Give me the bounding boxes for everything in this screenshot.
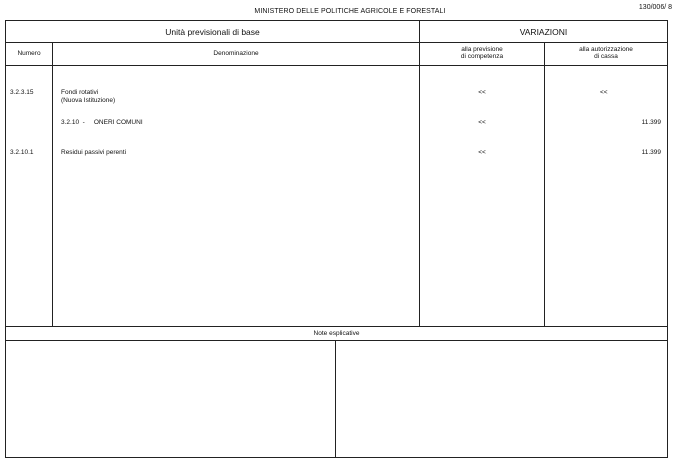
row3-denominazione: Residui passivi perenti [61, 149, 127, 156]
budget-table [5, 20, 668, 458]
row3-numero: 3.2.10.1 [10, 149, 34, 156]
row3-cassa: 11.399 [641, 149, 661, 156]
row2-competenza: << [478, 119, 486, 126]
col-divider-variazioni [419, 21, 420, 326]
col-header-cassa-line1: alla autorizzazione [579, 46, 633, 53]
col-header-competenza [420, 46, 544, 60]
col-divider-cassa [544, 43, 545, 326]
col-header-competenza-line2: di competenza [460, 53, 504, 60]
col-header-denominazione: Denominazione [213, 50, 259, 57]
header-divider-1 [6, 42, 667, 43]
notes-title: Note esplicative [313, 330, 360, 337]
section-unita-previsionali: Unità previsionali di base [165, 27, 260, 37]
row1-denominazione-line2: (Nuova Istituzione) [61, 96, 116, 104]
row1-competenza: << [478, 89, 486, 96]
col-divider-numero [52, 43, 53, 326]
col-header-cassa-line2: di cassa [594, 53, 618, 60]
ministry-title: MINISTERO DELLE POLITICHE AGRICOLE E FORESTALI [254, 8, 446, 15]
row2-cassa: 11.399 [641, 119, 661, 126]
row1-numero: 3.2.3.15 [10, 89, 34, 96]
row1-denominazione-line1: Fondi rotativi [61, 89, 99, 96]
row1-denominazione [61, 89, 115, 104]
header-divider-2 [6, 65, 667, 66]
col-header-numero: Numero [17, 50, 41, 57]
page-code: 130/006/ 8 [638, 4, 672, 11]
col-header-competenza-line1: alla previsione [461, 46, 503, 53]
col-header-cassa [545, 46, 667, 60]
body-bottom-line [6, 326, 667, 327]
row3-competenza: << [478, 149, 486, 156]
row1-cassa: << [600, 89, 608, 96]
notes-right-box [336, 341, 667, 457]
row2-denominazione: 3.2.10 - ONERI COMUNI [61, 119, 143, 126]
notes-left-box [6, 341, 335, 457]
section-variazioni: VARIAZIONI [519, 27, 568, 37]
